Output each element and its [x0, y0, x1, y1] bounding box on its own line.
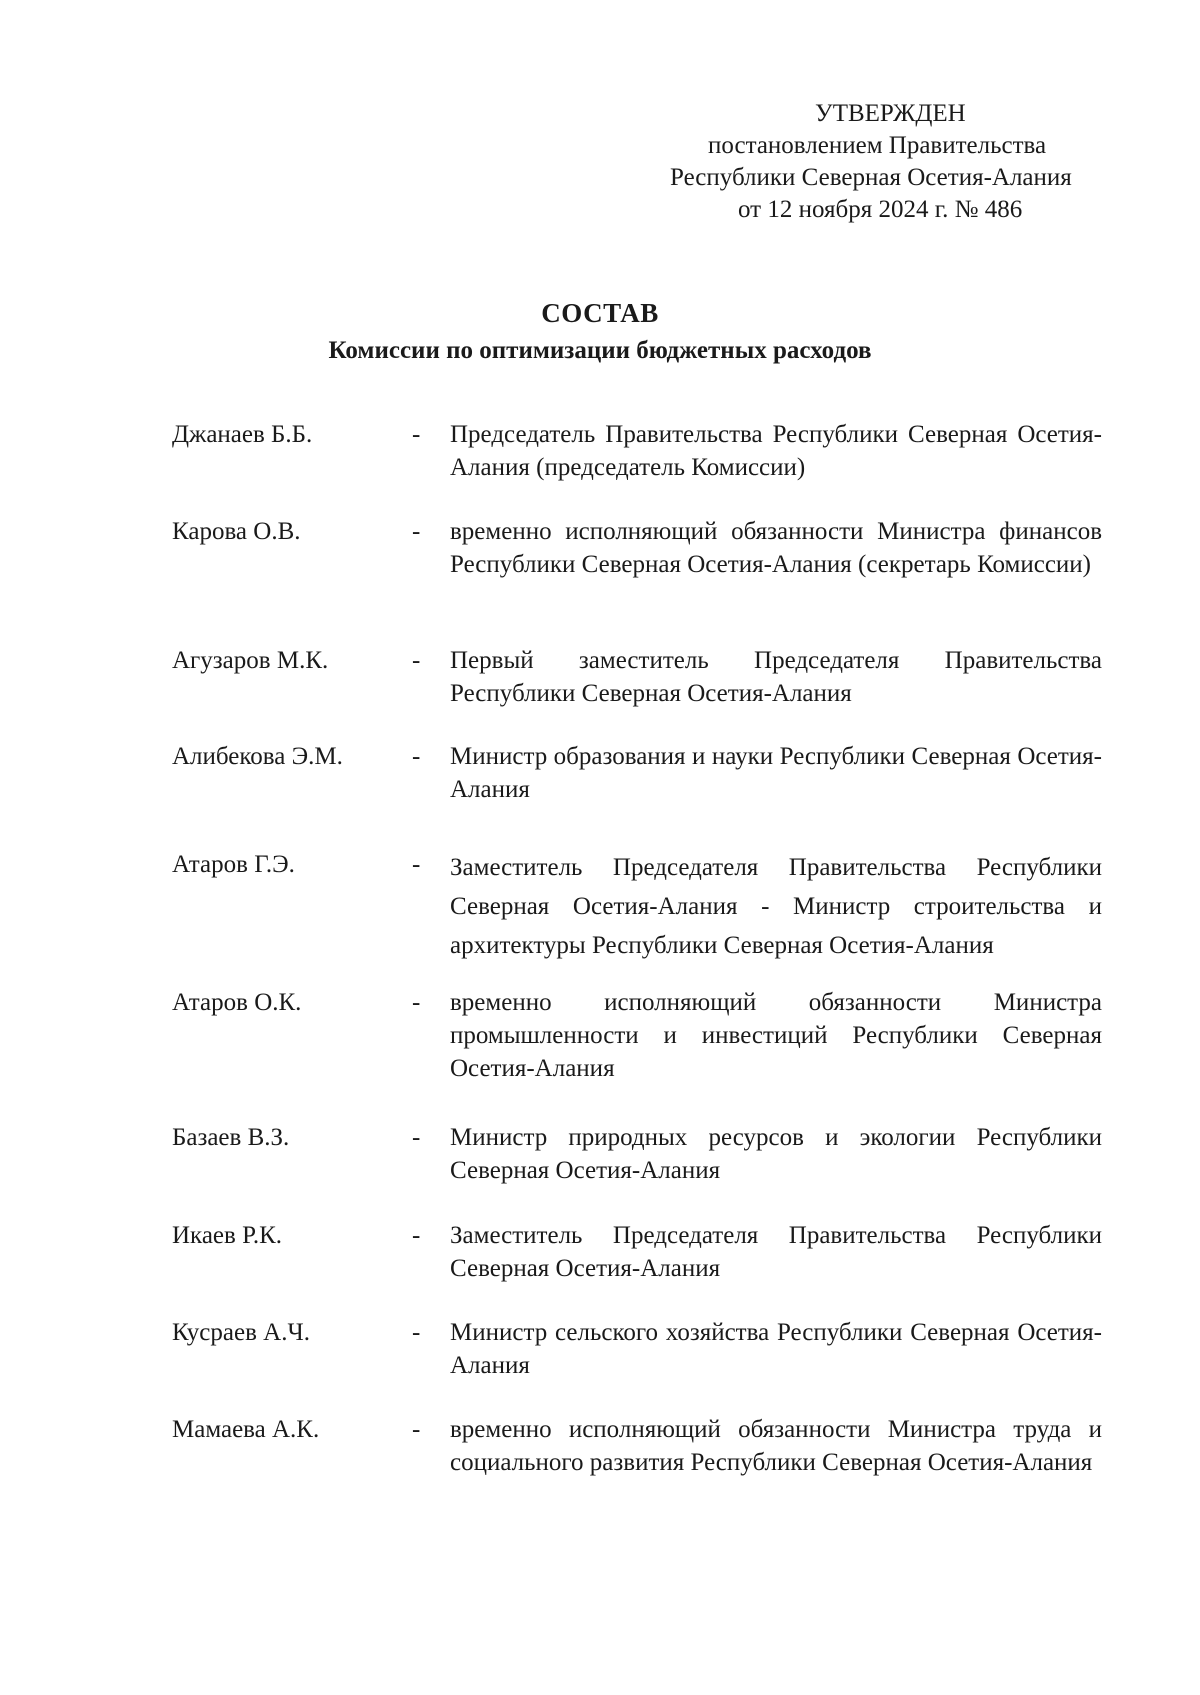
member-name: Карова О.В. — [172, 518, 301, 545]
member-role: Заместитель Председателя Правительства Республики Северная Осетия-Алания — [450, 1222, 1102, 1282]
member-name: Мамаева А.К. — [172, 1416, 320, 1443]
member-dash: - — [412, 851, 421, 878]
member-dash: - — [412, 518, 421, 545]
member-role: Министр образования и науки Республики Северная Осетия-Алания — [450, 743, 1102, 803]
approval-line: постановлением Правительства — [708, 132, 1047, 159]
member-dash: - — [412, 743, 421, 770]
member-role: Министр сельского хозяйства Республики Северная Осетия-Алания — [450, 1319, 1102, 1379]
approval-stamp — [640, 98, 1100, 226]
member-dash: - — [412, 1416, 421, 1443]
member-dash: - — [412, 1222, 421, 1249]
member-dash: - — [412, 421, 421, 448]
member-name: Базаев В.З. — [172, 1124, 290, 1151]
approval-date-number: от 12 ноября 2024 г. № 486 — [738, 196, 1023, 223]
title-main: СОСТАВ — [541, 298, 659, 328]
member-dash: - — [412, 1124, 421, 1151]
member-name: Атаров О.К. — [172, 989, 302, 1016]
member-role: временно исполняющий обязанности Министра труда и социального развития Республики Северная Осетия-Алания — [450, 1416, 1102, 1476]
document-title — [0, 296, 1200, 368]
member-name: Алибекова Э.М. — [172, 743, 343, 770]
title-subtitle: Комиссии по оптимизации бюджетных расходов — [328, 337, 872, 364]
member-name: Агузаров М.К. — [172, 647, 329, 674]
member-name: Икаев Р.К. — [172, 1222, 283, 1249]
member-dash: - — [412, 989, 421, 1016]
member-role: Министр природных ресурсов и экологии Республики Северная Осетия-Алания — [450, 1124, 1102, 1184]
member-name: Атаров Г.Э. — [172, 851, 295, 878]
member-role: временно исполняющий обязанности Министра промышленности и инвестиций Республики Северная Осетия-Алания — [450, 989, 1102, 1082]
member-dash: - — [412, 1319, 421, 1346]
member-name: Джанаев Б.Б. — [172, 421, 313, 448]
member-role: Заместитель Председателя Правительства Республики Северная Осетия-Алания - Министр строительства и архитектуры Республики Северная Осетия-Алания — [450, 854, 1102, 959]
member-dash: - — [412, 647, 421, 674]
member-name: Кусраев А.Ч. — [172, 1319, 310, 1346]
member-role: временно исполняющий обязанности Министра финансов Республики Северная Осетия-Алания (секретарь Комиссии) — [450, 518, 1102, 578]
member-role: Председатель Правительства Республики Северная Осетия-Алания (председатель Комиссии) — [450, 421, 1102, 481]
approval-heading: УТВЕРЖДЕН — [815, 100, 966, 127]
approval-line: Республики Северная Осетия-Алания — [670, 164, 1072, 191]
member-role: Первый заместитель Председателя Правительства Республики Северная Осетия-Алания — [450, 647, 1102, 707]
